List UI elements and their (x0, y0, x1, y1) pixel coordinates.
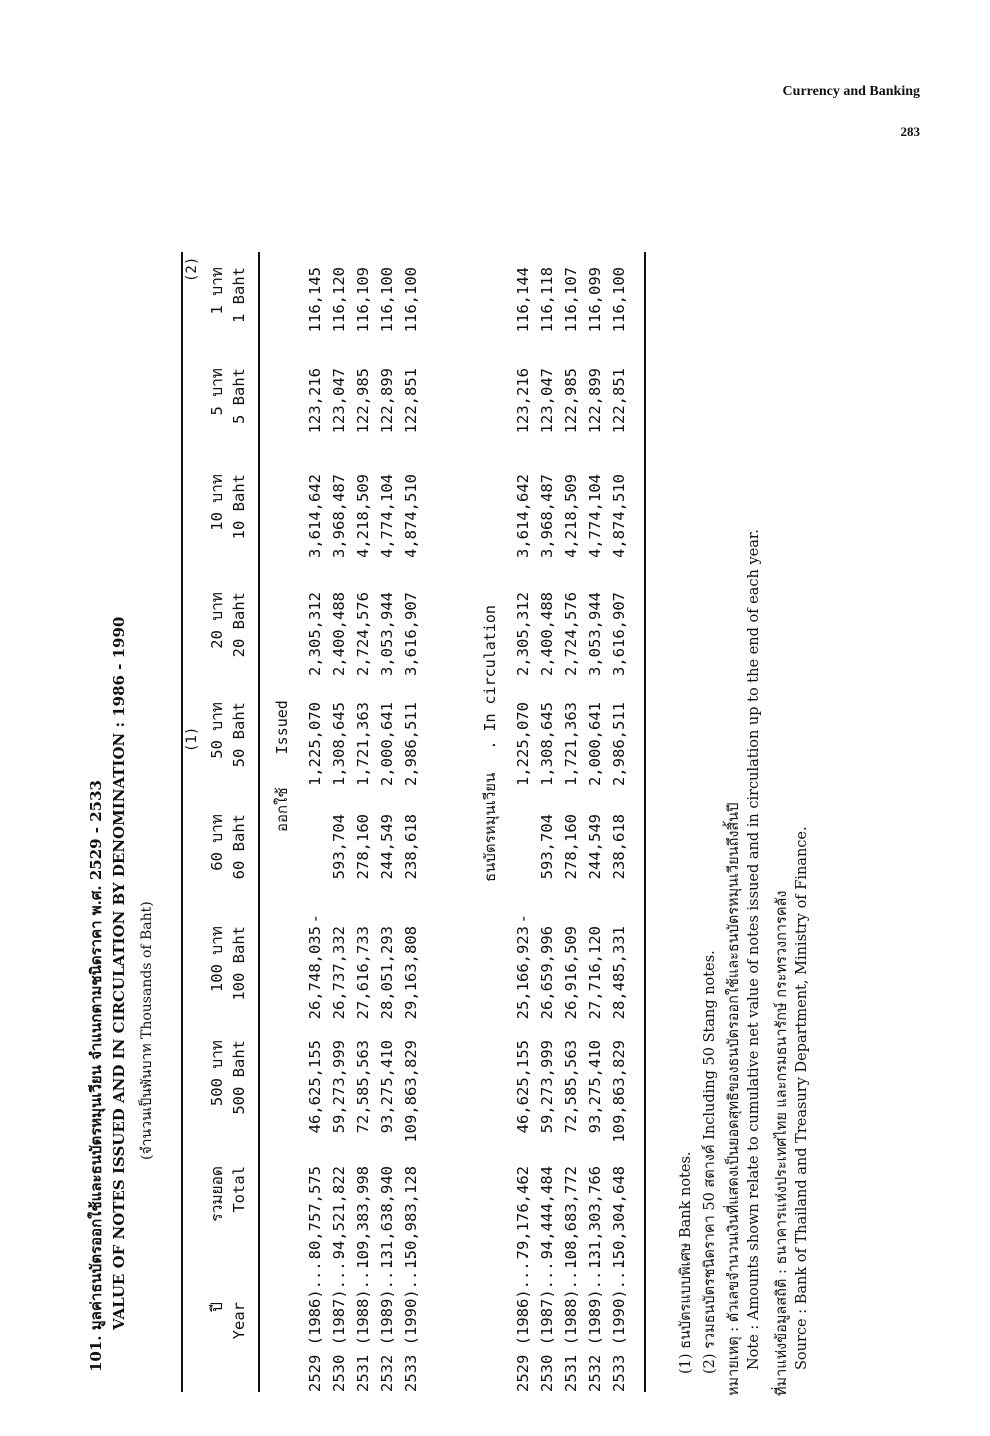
column-header (206, 814, 250, 879)
row-year: 2529 (1986).... (306, 1252, 324, 1392)
table-cell: 94,521,822 (330, 1166, 348, 1260)
column-header-th: 60 บาท (208, 814, 226, 871)
column-header (206, 1040, 250, 1115)
column-header-th: 500 บาท (208, 1040, 226, 1107)
table-cell: 116,107 (562, 267, 580, 333)
section-issued-thai: ออกใช้ (273, 787, 291, 832)
column-header-th: รวมยอด (208, 1166, 226, 1222)
table-cell: 122,985 (354, 368, 372, 434)
table-cell: 150,304,648 (610, 1166, 628, 1269)
footnote-mark-2: (2) (184, 256, 200, 282)
table-cell: 3,614,642 (514, 474, 532, 558)
table-cell: 2,724,576 (562, 592, 580, 676)
table-cell: 1,225,070 (306, 702, 324, 786)
table-cell: 109,863,829 (610, 1040, 628, 1143)
table-cell: 116,109 (354, 267, 372, 333)
table-number: 101. (87, 1335, 105, 1372)
table-unit: (จำนวนเป็นพันบาท Thousands of Baht) (139, 901, 155, 1160)
table-cell: 278,160 (562, 814, 580, 880)
table-cell: 150,983,128 (402, 1166, 420, 1269)
source-english: Source : Bank of Thailand and Treasury Department, Ministry of Finance. (794, 826, 810, 1370)
running-header-section: Currency and Banking (782, 84, 920, 99)
table-cell: 1,308,645 (330, 702, 348, 786)
table-cell: 1,308,645 (538, 702, 556, 786)
column-header-th: 10 บาท (208, 474, 226, 531)
table-cell: 2,305,312 (514, 592, 532, 676)
row-year: 2531 (1988).... (354, 1252, 372, 1392)
table-cell: 2,986,511 (610, 702, 628, 786)
table-cell: 4,874,510 (610, 474, 628, 558)
table-cell: 123,047 (538, 368, 556, 434)
table-cell: 116,118 (538, 267, 556, 333)
table-cell: 123,047 (330, 368, 348, 434)
table-cell: 122,899 (586, 368, 604, 434)
table-cell: 1,225,070 (514, 702, 532, 786)
table-cell: 27,616,733 (354, 926, 372, 1020)
table-cell: 244,549 (586, 814, 604, 880)
page-number: 283 (900, 124, 920, 139)
column-header-en: 10 Baht (230, 474, 248, 540)
column-header (206, 1166, 250, 1222)
table-cell: 59,273,999 (330, 1040, 348, 1134)
table-cell: 116,144 (514, 267, 532, 333)
table-cell: 80,757,575 (306, 1166, 324, 1260)
table-cell: 4,774,104 (586, 474, 604, 558)
table-cell: 116,100 (610, 267, 628, 333)
table-cell: 25,166,923 (514, 926, 532, 1020)
column-header-th: 1 บาท (208, 267, 226, 315)
table-cell: 29,163,808 (402, 926, 420, 1020)
table-cell: 72,585,563 (354, 1040, 372, 1134)
table-cell: 108,683,772 (562, 1166, 580, 1269)
column-header (206, 702, 250, 767)
column-header-en: 5 Baht (230, 368, 248, 424)
column-header-th: 100 บาท (208, 926, 226, 993)
table-cell: 116,120 (330, 267, 348, 333)
table-cell: 2,400,488 (330, 592, 348, 676)
bottom-rule (644, 252, 646, 1392)
table-cell: 46,625,155 (514, 1040, 532, 1134)
table-cell: 116,099 (586, 267, 604, 333)
table-cell: 244,549 (378, 814, 396, 880)
table-cell: 72,585,563 (562, 1040, 580, 1134)
row-year: 2529 (1986).... (514, 1252, 532, 1392)
table-title-english: VALUE OF NOTES ISSUED AND IN CIRCULATION BY DENOMINATION : 1986 - 1990 (110, 616, 128, 1330)
row-year: 2533 (1990).... (610, 1252, 628, 1392)
table-cell: 26,737,332 (330, 926, 348, 1020)
table-cell: 3,616,907 (402, 592, 420, 676)
table-cell: 28,051,293 (378, 926, 396, 1020)
table-cell: 2,400,488 (538, 592, 556, 676)
table-cell: 593,704 (538, 814, 556, 880)
column-header-th: 50 บาท (208, 702, 226, 759)
table-cell: 123,216 (306, 368, 324, 434)
table-cell: 28,485,331 (610, 926, 628, 1020)
column-header-th: 20 บาท (208, 592, 226, 649)
table-cell: 26,748,035 (306, 926, 324, 1020)
row-year: 2533 (1990).... (402, 1252, 420, 1392)
table-title-thai: มูลค่าธนบัตรออกใช้และธนบัตรหมุนเวียน จำแนกตามชนิดราคา พ.ศ. 2529 - 2533 (87, 780, 105, 1331)
column-header-en: 60 Baht (230, 814, 248, 880)
row-year: 2530 (1987).... (330, 1252, 348, 1392)
table-cell: 122,899 (378, 368, 396, 434)
table-cell: 1,721,363 (562, 702, 580, 786)
table-cell: 593,704 (330, 814, 348, 880)
table-cell: 116,100 (378, 267, 396, 333)
column-header (206, 592, 250, 657)
table-cell: 116,145 (306, 267, 324, 333)
table-cell: 3,968,487 (538, 474, 556, 558)
column-header-th: 5 บาท (208, 368, 226, 416)
source-thai: ที่มาแห่งข้อมูลสถิติ : ธนาคารแห่งประเทศไทย และกรมธนารักษ์ กระทรวงการคลัง (774, 890, 790, 1396)
table-cell: 278,160 (354, 814, 372, 880)
table-cell: 93,275,410 (586, 1040, 604, 1134)
column-header-en: Total (230, 1166, 248, 1213)
table-cell: 123,216 (514, 368, 532, 434)
row-year: 2532 (1989).... (586, 1252, 604, 1392)
table-cell: 3,968,487 (330, 474, 348, 558)
table-cell: 3,053,944 (378, 592, 396, 676)
empty-value-dash: - (306, 914, 324, 924)
table-cell: 26,916,509 (562, 926, 580, 1020)
row-year: 2530 (1987).... (538, 1252, 556, 1392)
column-header-en: 20 Baht (230, 592, 248, 658)
footnote-mark-1: (1) (184, 726, 200, 752)
table-cell: 27,716,120 (586, 926, 604, 1020)
table-cell: 2,724,576 (354, 592, 372, 676)
column-header-en: 500 Baht (230, 1040, 248, 1115)
column-header-en: Year (230, 1302, 248, 1340)
section-issued-english: Issued (273, 700, 291, 755)
rotated-table-page (70, 252, 890, 1396)
table-cell: 79,176,462 (514, 1166, 532, 1260)
table-cell: 238,618 (402, 814, 420, 880)
column-header (206, 1302, 250, 1339)
footnote-1: (1) ธนบัตรแบบพิเศษ Bank notes. (678, 1151, 694, 1374)
empty-value-dash: - (514, 914, 532, 924)
section-circulation-thai: ธนบัตรหมุนเวียน (481, 772, 499, 882)
table-cell: 59,273,999 (538, 1040, 556, 1134)
row-year: 2531 (1988).... (562, 1252, 580, 1392)
column-header (206, 368, 250, 424)
column-header (206, 926, 250, 1001)
header-rule (258, 252, 260, 1392)
section-circulation-english: . In circulation (481, 605, 499, 750)
table-cell: 3,616,907 (610, 592, 628, 676)
table-cell: 2,000,641 (378, 702, 396, 786)
table-cell: 109,383,998 (354, 1166, 372, 1269)
table-cell: 3,614,642 (306, 474, 324, 558)
note-english: Note : Amounts shown relate to cumulative net value of notes issued and in circulation up to the end of each year. (746, 529, 762, 1370)
note-thai: หมายเหตุ : ตัวเลขจำนวนเงินที่แสดงเป็นยอดสุทธิของธนบัตรออกใช้และธนบัตรหมุนเวียนถึงสิ้นปี (726, 802, 742, 1396)
table-cell: 2,986,511 (402, 702, 420, 786)
table-cell: 131,638,940 (378, 1166, 396, 1269)
table-cell: 4,774,104 (378, 474, 396, 558)
table-cell: 116,100 (402, 267, 420, 333)
footnote-2: (2) รวมธนบัตรชนิดราคา 50 สตางค์ Including 50 Stang notes. (702, 950, 718, 1374)
column-header-en: 50 Baht (230, 702, 248, 768)
table-cell: 122,985 (562, 368, 580, 434)
table-cell: 131,303,766 (586, 1166, 604, 1269)
table-cell: 109,863,829 (402, 1040, 420, 1143)
table-cell: 238,618 (610, 814, 628, 880)
table-cell: 93,275,410 (378, 1040, 396, 1134)
table-cell: 26,659,996 (538, 926, 556, 1020)
table-cell: 94,444,484 (538, 1166, 556, 1260)
table-cell: 3,053,944 (586, 592, 604, 676)
column-header (206, 267, 250, 323)
table-cell: 4,874,510 (402, 474, 420, 558)
top-rule (181, 252, 183, 1392)
table-cell: 122,851 (610, 368, 628, 434)
table-cell: 46,625,155 (306, 1040, 324, 1134)
table-cell: 1,721,363 (354, 702, 372, 786)
table-cell: 2,000,641 (586, 702, 604, 786)
table-cell: 122,851 (402, 368, 420, 434)
table-cell: 4,218,509 (562, 474, 580, 558)
column-header-en: 1 Baht (230, 267, 248, 323)
table-cell: 4,218,509 (354, 474, 372, 558)
column-header-en: 100 Baht (230, 926, 248, 1001)
row-year: 2532 (1989).... (378, 1252, 396, 1392)
column-header-th: ปี (208, 1302, 226, 1312)
column-header (206, 474, 250, 539)
table-cell: 2,305,312 (306, 592, 324, 676)
